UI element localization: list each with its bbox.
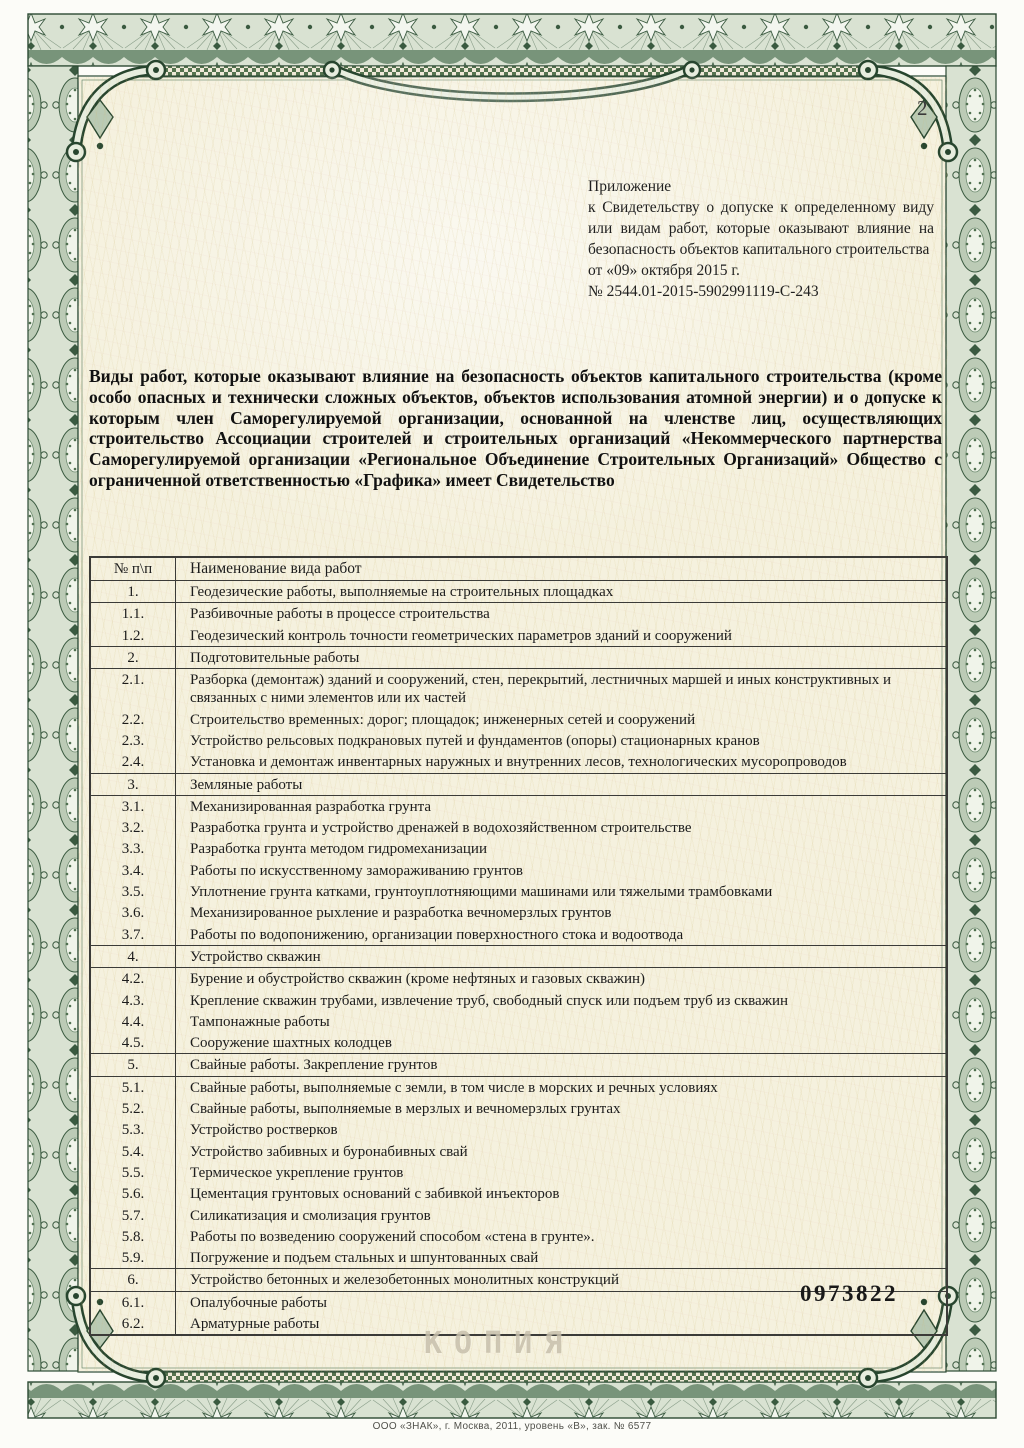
row-number: 4.3. [121, 992, 145, 1009]
table-row [91, 646, 946, 668]
row-name: Механизированное рыхление и разработка вечномерзлых грунтов [175, 902, 946, 923]
row-name: Погружение и подъем стальных и шпунтованных свай [175, 1247, 946, 1268]
row-name: Строительство временных: дорог; площадок; инженерных сетей и сооружений [175, 709, 946, 730]
table-row [91, 838, 946, 859]
row-name: Работы по водопонижению, организации поверхностного стока и водоотвода [175, 924, 946, 945]
row-name: Устройство ростверков [175, 1119, 946, 1140]
row-name: Устройство забивных и буронабивных свай [175, 1141, 946, 1162]
row-name: Механизированная разработка грунта [175, 796, 946, 817]
row-name: Свайные работы. Закрепление грунтов [175, 1054, 946, 1075]
row-number: 6. [127, 1272, 139, 1289]
table-row [91, 1247, 946, 1268]
page-number: 2 [917, 96, 928, 120]
row-number: 2.1. [121, 672, 145, 689]
table-row [91, 668, 946, 709]
row-number: 3. [127, 776, 139, 793]
row-number: 2.2. [121, 711, 145, 728]
table-row [91, 881, 946, 902]
table-header-num: № п\п [113, 561, 153, 577]
row-name: Работы по искусственному замораживанию грунтов [175, 860, 946, 881]
table-body [91, 580, 946, 1334]
copy-watermark: КОПИЯ [424, 1326, 575, 1361]
table-row [91, 990, 946, 1011]
row-number: 5.2. [121, 1101, 145, 1118]
appendix-title: Приложение [588, 178, 672, 195]
table-row [91, 1205, 946, 1226]
appendix-number: № 2544.01-2015-5902991119-С-243 [588, 283, 819, 300]
row-name: Крепление скважин трубами, извлечение труб, свободный спуск или подъем труб из скважин [175, 990, 946, 1011]
table-row [91, 795, 946, 817]
row-number: 4. [127, 948, 139, 965]
row-name: Сооружение шахтных колодцев [175, 1032, 946, 1053]
row-number: 5.8. [121, 1228, 145, 1245]
table-row [91, 1098, 946, 1119]
row-number: 5.5. [121, 1164, 145, 1181]
table-header-name: Наименование вида работ [175, 558, 946, 580]
row-number: 1. [127, 583, 139, 600]
table-row [91, 751, 946, 772]
row-name: Разборка (демонтаж) зданий и сооружений, стен, перекрытий, лестничных маршей и иных конструктивных и связанных с ними элементов или их частей [175, 669, 946, 709]
row-number: 3.6. [121, 905, 145, 922]
table-row [91, 625, 946, 646]
row-number: 2.3. [121, 732, 145, 749]
certificate-content [78, 77, 948, 1372]
row-name: Разбивочные работы в процессе строительства [175, 603, 946, 624]
table-row [91, 1162, 946, 1183]
row-name: Устройство скважин [175, 946, 946, 967]
row-number: 5.1. [121, 1079, 145, 1096]
table-row [91, 580, 946, 602]
row-number: 2. [127, 649, 139, 666]
row-number: 6.1. [121, 1294, 145, 1311]
row-number: 3.5. [121, 884, 145, 901]
table-row [91, 730, 946, 751]
row-name: Свайные работы, выполняемые в мерзлых и вечномерзлых грунтах [175, 1098, 946, 1119]
work-types-table [89, 556, 948, 1336]
row-number: 5.6. [121, 1186, 145, 1203]
row-number: 5.4. [121, 1143, 145, 1160]
row-name: Опалубочные работы [175, 1292, 946, 1313]
table-row [91, 902, 946, 923]
row-name: Разработка грунта и устройство дренажей в водохозяйственном строительстве [175, 817, 946, 838]
intro-paragraph: Виды работ, которые оказывают влияние на безопасность объектов капитального строительства (кроме особо опасных и технически сложных объектов, объектов использования атомной энергии) и о допуске к которым член Саморегулируемой организации, основанной на членстве лиц, осуществляющих строительство Ассоциации строителей и строительных организаций «Некоммерческого партнерства Саморегулируемой организации «Региональное Объединение Строительных Организаций» Общество с ограниченной ответственностью «Графика» имеет Свидетельство [89, 366, 942, 490]
table-row [91, 1183, 946, 1204]
row-number: 3.3. [121, 841, 145, 858]
appendix-block [588, 176, 934, 302]
row-name: Подготовительные работы [175, 647, 946, 668]
row-name: Арматурные работы [175, 1313, 946, 1334]
row-number: 4.5. [121, 1035, 145, 1052]
row-number: 1.2. [121, 627, 145, 644]
row-name: Земляные работы [175, 774, 946, 795]
row-number: 3.4. [121, 862, 145, 879]
row-number: 4.4. [121, 1013, 145, 1030]
row-number: 2.4. [121, 754, 145, 771]
row-number: 3.1. [121, 798, 145, 815]
row-number: 5. [127, 1057, 139, 1074]
table-row [91, 1141, 946, 1162]
row-number: 5.7. [121, 1207, 145, 1224]
row-name: Свайные работы, выполняемые с земли, в том числе в морских и речных условиях [175, 1077, 946, 1098]
table-row [91, 1053, 946, 1075]
row-number: 1.1. [121, 606, 145, 623]
row-name: Силикатизация и смолизация грунтов [175, 1205, 946, 1226]
row-name: Цементация грунтовых оснований с забивкой инъекторов [175, 1183, 946, 1204]
row-name: Тампонажные работы [175, 1011, 946, 1032]
serial-number: 0973822 [800, 1281, 898, 1306]
table-row [91, 1011, 946, 1032]
row-number: 5.3. [121, 1122, 145, 1139]
row-name: Термическое укрепление грунтов [175, 1162, 946, 1183]
row-name: Бурение и обустройство скважин (кроме нефтяных и газовых скважин) [175, 968, 946, 989]
appendix-date: от «09» октября 2015 г. [588, 262, 740, 279]
table-row [91, 709, 946, 730]
row-name: Устройство бетонных и железобетонных монолитных конструкций [175, 1269, 946, 1290]
table-row [91, 924, 946, 945]
row-number: 6.2. [121, 1316, 145, 1332]
table-row [91, 1226, 946, 1247]
table-row [91, 817, 946, 838]
table-header-row [91, 558, 946, 580]
row-number: 5.9. [121, 1250, 145, 1267]
row-name: Устройство рельсовых подкрановых путей и фундаментов (опоры) стационарных кранов [175, 730, 946, 751]
row-number: 4.2. [121, 971, 145, 988]
row-name: Работы по возведению сооружений способом «стена в грунте». [175, 1226, 946, 1247]
table-row [91, 945, 946, 967]
table-row [91, 1076, 946, 1098]
table-row [91, 967, 946, 989]
appendix-description: к Свидетельству о допуске к определенному виду или видам работ, которые оказывают влияние на безопасность объектов капитального строительства [588, 199, 934, 258]
table-row [91, 773, 946, 795]
printer-imprint: ООО «ЗНАК», г. Москва, 2011, уровень «В», зак. № 6577 [372, 1421, 652, 1432]
table-row [91, 1119, 946, 1140]
table-row [91, 1032, 946, 1053]
row-name: Установка и демонтаж инвентарных наружных и внутренних лесов, технологических мусоропроводов [175, 751, 946, 772]
row-name: Геодезические работы, выполняемые на строительных площадках [175, 581, 946, 602]
table-row [91, 860, 946, 881]
row-number: 3.2. [121, 820, 145, 837]
table-row [91, 602, 946, 624]
row-name: Уплотнение грунта катками, грунтоуплотняющими машинами или тяжелыми трамбовками [175, 881, 946, 902]
row-number: 3.7. [121, 926, 145, 943]
row-name: Разработка грунта методом гидромеханизации [175, 838, 946, 859]
row-name: Геодезический контроль точности геометрических параметров зданий и сооружений [175, 625, 946, 646]
